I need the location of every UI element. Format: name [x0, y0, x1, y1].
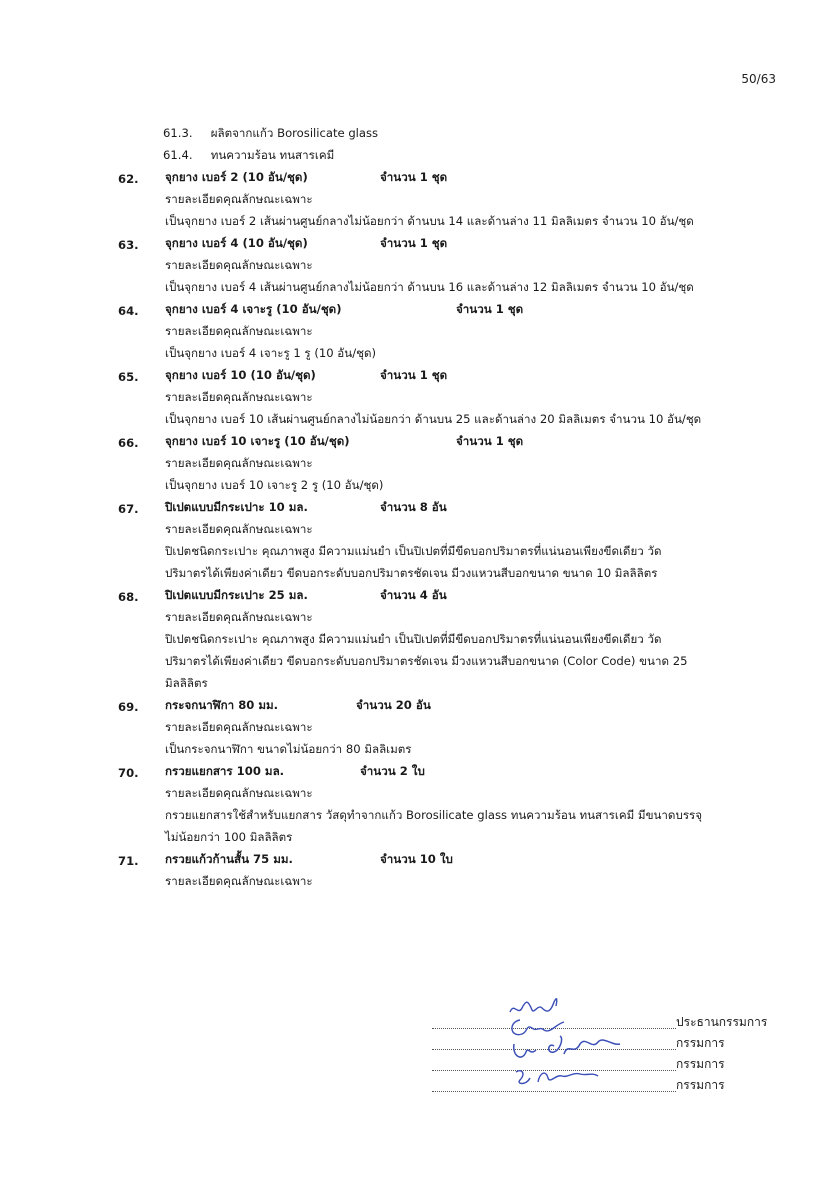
item-quantity: จำนวน 20 อัน	[356, 698, 431, 712]
signature-row-member	[432, 1075, 792, 1096]
item-number: 65.	[118, 370, 139, 384]
item-heading	[118, 166, 778, 188]
item-detail: กรวยแยกสารใช้สำหรับแยกสาร วัสดุทำจากแก้ว Borosilicate glass ทนความร้อน ทนสารเคมี มีขนาดบรรจุ	[165, 808, 703, 822]
item-detail: รายละเอียดคุณลักษณะเฉพาะ	[165, 390, 313, 404]
item-heading	[118, 848, 778, 870]
item-number: 69.	[118, 700, 139, 714]
item-detail: ปริมาตรได้เพียงค่าเดียว ขีดบอกระดับบอกปริมาตรชัดเจน มีวงแหวนสีบอกขนาด (Color Code) ขนาด 25	[165, 654, 688, 668]
sub-item-number: 61.4.	[163, 148, 193, 162]
item-detail: ไม่น้อยกว่า 100 มิลลิลิตร	[165, 830, 293, 844]
item-detail: ปิเปตชนิดกระเปาะ คุณภาพสูง มีความแม่นยำ เป็นปิเปตที่มีขีดบอกปริมาตรที่แน่นอนเพียงขีดเดียว วัด	[165, 544, 662, 558]
item-quantity: จำนวน 1 ชุด	[456, 434, 524, 448]
item-detail: รายละเอียดคุณลักษณะเฉพาะ	[165, 456, 313, 470]
item-detail: เป็นกระจกนาฬิกา ขนาดไม่น้อยกว่า 80 มิลลิเมตร	[165, 742, 412, 756]
item-number: 62.	[118, 172, 139, 186]
item-number: 70.	[118, 766, 139, 780]
item-title: ปิเปตแบบมีกระเปาะ 10 มล.	[165, 500, 308, 514]
item-heading	[118, 232, 778, 254]
item-detail: รายละเอียดคุณลักษณะเฉพาะ	[165, 258, 313, 272]
item-detail: ปริมาตรได้เพียงค่าเดียว ขีดบอกระดับบอกปริมาตรชัดเจน มีวงแหวนสีบอกขนาด ขนาด 10 มิลลิลิตร	[165, 566, 658, 580]
signature-line	[432, 1058, 676, 1071]
item-number: 67.	[118, 502, 139, 516]
item-title: กรวยแก้วก้านสั้น 75 มม.	[165, 852, 293, 866]
item-heading	[118, 694, 778, 716]
item-heading	[118, 430, 778, 452]
item-heading	[118, 364, 778, 386]
signature-row-member	[432, 1033, 792, 1054]
sub-item	[118, 144, 778, 166]
item-detail: เป็นจุกยาง เบอร์ 10 เส้นผ่านศูนย์กลางไม่น้อยกว่า ด้านบน 25 และด้านล่าง 20 มิลลิเมตร จำนวน 10 อัน/ชุด	[165, 412, 702, 426]
signature-line	[432, 1037, 676, 1050]
item-quantity: จำนวน 1 ชุด	[380, 368, 448, 382]
signature-row-member	[432, 1054, 792, 1075]
sub-item	[118, 122, 778, 144]
sub-item-text: ทนความร้อน ทนสารเคมี	[210, 148, 335, 162]
item-quantity: จำนวน 8 อัน	[380, 500, 447, 514]
item-quantity: จำนวน 4 อัน	[380, 588, 447, 602]
item-title: กระจกนาฬิกา 80 มม.	[165, 698, 279, 712]
item-quantity: จำนวน 2 ใบ	[360, 764, 425, 778]
item-detail: รายละเอียดคุณลักษณะเฉพาะ	[165, 324, 313, 338]
item-detail: ปิเปตชนิดกระเปาะ คุณภาพสูง มีความแม่นยำ เป็นปิเปตที่มีขีดบอกปริมาตรที่แน่นอนเพียงขีดเดียว วัด	[165, 632, 662, 646]
sub-item-number: 61.3.	[163, 126, 193, 140]
item-detail: รายละเอียดคุณลักษณะเฉพาะ	[165, 522, 313, 536]
item-heading	[118, 496, 778, 518]
item-detail: เป็นจุกยาง เบอร์ 2 เส้นผ่านศูนย์กลางไม่น้อยกว่า ด้านบน 14 และด้านล่าง 11 มิลลิเมตร จำนวน 10 อัน/ชุด	[165, 214, 694, 228]
signature-role: กรรมการ	[676, 1036, 725, 1050]
item-title: จุกยาง เบอร์ 4 เจาะรู (10 อัน/ชุด)	[165, 302, 342, 316]
item-title: กรวยแยกสาร 100 มล.	[165, 764, 285, 778]
item-heading	[118, 584, 778, 606]
signature-line	[432, 1016, 676, 1029]
item-number: 71.	[118, 854, 139, 868]
item-heading	[118, 760, 778, 782]
item-quantity: จำนวน 10 ใบ	[380, 852, 453, 866]
item-heading	[118, 298, 778, 320]
item-number: 66.	[118, 436, 139, 450]
item-title: ปิเปตแบบมีกระเปาะ 25 มล.	[165, 588, 308, 602]
item-quantity: จำนวน 1 ชุด	[456, 302, 524, 316]
item-quantity: จำนวน 1 ชุด	[380, 236, 448, 250]
signature-role: ประธานกรรมการ	[676, 1015, 768, 1029]
spec-list	[118, 122, 778, 892]
item-quantity: จำนวน 1 ชุด	[380, 170, 448, 184]
item-detail: เป็นจุกยาง เบอร์ 10 เจาะรู 2 รู (10 อัน/ชุด)	[165, 478, 384, 492]
item-title: จุกยาง เบอร์ 4 (10 อัน/ชุด)	[165, 236, 308, 250]
item-number: 63.	[118, 238, 139, 252]
item-title: จุกยาง เบอร์ 2 (10 อัน/ชุด)	[165, 170, 308, 184]
sub-item-text: ผลิตจากแก้ว Borosilicate glass	[210, 126, 379, 140]
item-title: จุกยาง เบอร์ 10 (10 อัน/ชุด)	[165, 368, 316, 382]
item-detail: รายละเอียดคุณลักษณะเฉพาะ	[165, 610, 313, 624]
page-number: 50/63	[741, 72, 776, 86]
item-detail: รายละเอียดคุณลักษณะเฉพาะ	[165, 786, 313, 800]
item-number: 64.	[118, 304, 139, 318]
signature-role: กรรมการ	[676, 1078, 725, 1092]
item-title: จุกยาง เบอร์ 10 เจาะรู (10 อัน/ชุด)	[165, 434, 350, 448]
item-detail: รายละเอียดคุณลักษณะเฉพาะ	[165, 192, 313, 206]
item-detail: เป็นจุกยาง เบอร์ 4 เจาะรู 1 รู (10 อัน/ชุด)	[165, 346, 377, 360]
item-detail: รายละเอียดคุณลักษณะเฉพาะ	[165, 720, 313, 734]
signature-row-chairman	[432, 1012, 792, 1033]
item-detail: รายละเอียดคุณลักษณะเฉพาะ	[165, 874, 313, 888]
signature-block	[432, 1012, 792, 1096]
item-number: 68.	[118, 590, 139, 604]
item-detail: มิลลิลิตร	[165, 676, 208, 690]
item-detail: เป็นจุกยาง เบอร์ 4 เส้นผ่านศูนย์กลางไม่น้อยกว่า ด้านบน 16 และด้านล่าง 12 มิลลิเมตร จำนวน 10 อัน/ชุด	[165, 280, 694, 294]
signature-role: กรรมการ	[676, 1057, 725, 1071]
signature-line	[432, 1079, 676, 1092]
